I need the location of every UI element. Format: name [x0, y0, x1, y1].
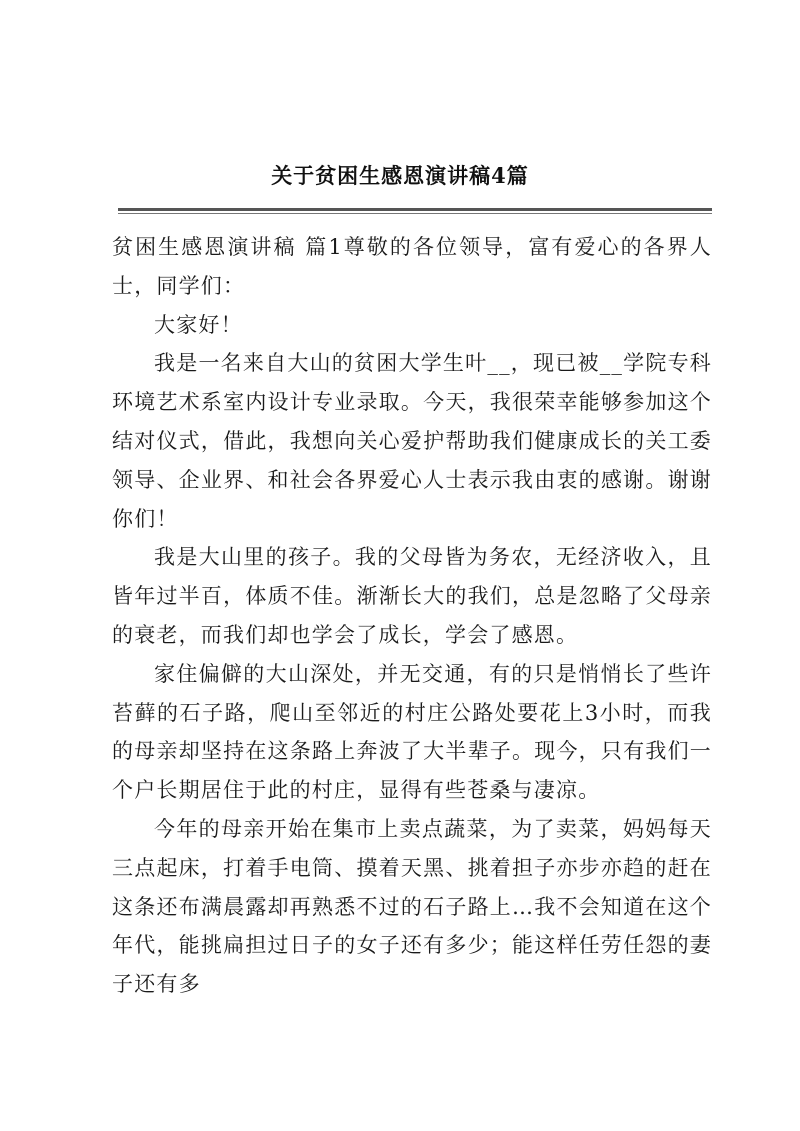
paragraph-5: 家住偏僻的大山深处，并无交通，有的只是悄悄长了些许苔藓的石子路，爬山至邻近的村庄公路处要花上3小时，而我的母亲却坚持在这条路上奔波了大半辈子。现今，只有我们一个户长期居住于此的村庄，显得有些苍桑与凄凉。	[112, 661, 712, 803]
document-title: 关于贫困生感恩演讲稿4篇	[271, 163, 529, 188]
paragraph-4: 我是大山里的孩子。我的父母皆为务农，无经济收入，且皆年过半百，体质不佳。渐渐长大的我们，总是忽略了父母亲的衰老，而我们却也学会了成长，学会了感恩。	[112, 545, 712, 647]
paragraph-1: 贫困生感恩演讲稿 篇1尊敬的各位领导，富有爱心的各界人士，同学们：	[112, 235, 712, 298]
paragraph-2: 大家好！	[154, 312, 243, 337]
title-underline-thick	[118, 208, 712, 211]
document-body	[112, 228, 712, 1004]
paragraph-3: 我是一名来自大山的贫困大学生叶__，现已被__学院专科环境艺术系室内设计专业录取。今天，我很荣幸能够参加这个结对仪式，借此，我想向关心爱护帮助我们健康成长的关工委领导、企业界、和社会各界爱心人士表示我由衷的感谢。谢谢你们！	[112, 351, 712, 531]
title-underline-thin	[118, 213, 712, 214]
paragraph-6: 今年的母亲开始在集市上卖点蔬菜，为了卖菜，妈妈每天三点起床，打着手电筒、摸着天黑、挑着担子亦步亦趋的赶在这条还布满晨露却再熟悉不过的石子路上…我不会知道在这个年代，能挑扁担过日子的女子还有多少；能这样任劳任怨的妻子还有多	[112, 816, 712, 997]
